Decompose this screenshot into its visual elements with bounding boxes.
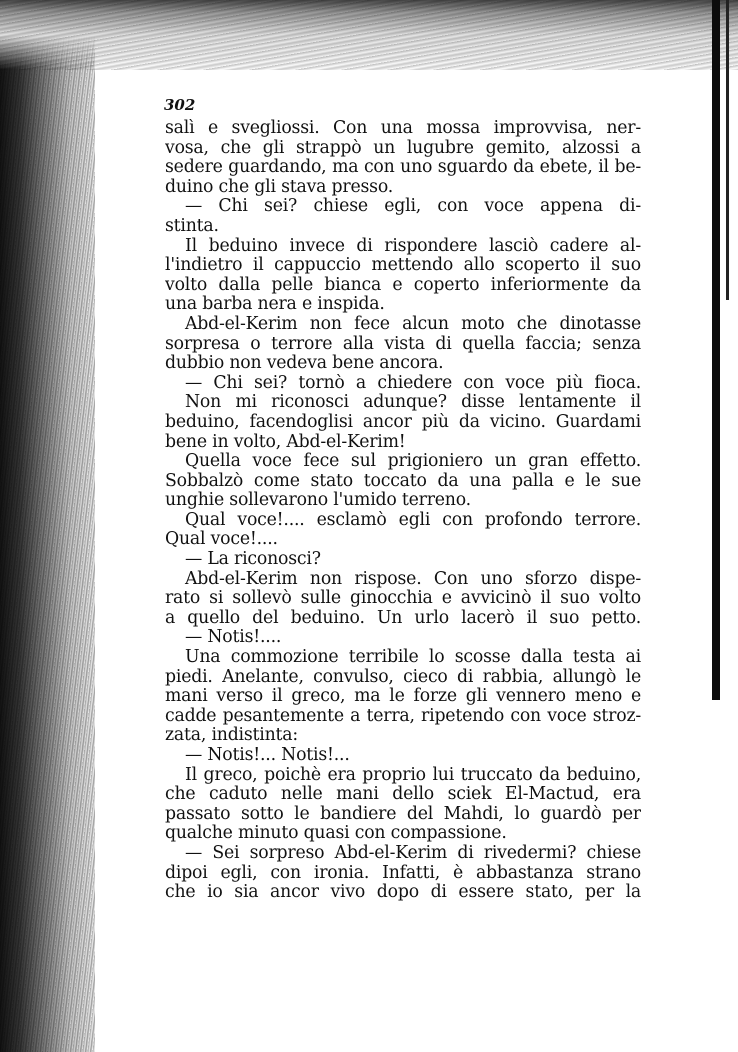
text-line: Sobbalzò come stato toccato da una palla e le sue <box>165 471 641 491</box>
text-line: dipoi egli, con ironia. Infatti, è abbastanza strano <box>165 863 641 883</box>
text-line: Abd-el-Kerim non rispose. Con uno sforzo dispe- <box>185 569 641 589</box>
text-line: Il greco, poichè era proprio lui truccato da beduino, <box>185 765 641 785</box>
text-line: Qual voce!.... esclamò egli con profondo terrore. <box>185 510 641 530</box>
text-line: stinta. <box>165 216 219 236</box>
text-line: Quella voce fece sul prigioniero un gran effetto. <box>185 452 641 472</box>
text-line: duino che gli stava presso. <box>165 177 394 197</box>
scan-edge-right-thin <box>726 0 729 300</box>
text-line: beduino, facendoglisi ancor più da vicino. Guardami <box>165 412 641 432</box>
text-line: che io sia ancor vivo dopo di essere stato, per la <box>165 883 641 903</box>
text-line: Abd-el-Kerim non fece alcun moto che dinotasse <box>185 314 641 334</box>
page-number: 302 <box>164 96 196 114</box>
text-line: Qual voce!.... <box>165 530 278 550</box>
text-line: qualche minuto quasi con compassione. <box>165 824 507 844</box>
text-line: l'indietro il cappuccio mettendo allo scoperto il suo <box>165 256 641 276</box>
text-line: sedere guardando, ma con uno sguardo da ebete, il be- <box>165 158 641 178</box>
text-line: zata, indistinta: <box>165 726 299 746</box>
text-line: Il beduino invece di rispondere lasciò cadere al- <box>185 236 641 256</box>
text-line: vosa, che gli strappò un lugubre gemito, alzossi a <box>165 138 641 158</box>
scan-edge-right <box>712 0 720 700</box>
text-line: una barba nera e inspida. <box>165 295 385 315</box>
text-line: Non mi riconosci adunque? disse lentamente il <box>185 393 641 413</box>
text-line: salì e svegliossi. Con una mossa improvvisa, ner- <box>165 119 641 138</box>
text-line: — Chi sei? tornò a chiedere con voce più fioca. <box>185 373 641 393</box>
text-line: volto dalla pelle bianca e coperto inferiormente da <box>165 275 641 295</box>
text-line: rato si sollevò sulle ginocchia e avvicinò il suo volto <box>165 589 641 609</box>
text-line: piedi. Anelante, convulso, cieco di rabbia, allungò le <box>165 667 641 687</box>
text-line: Una commozione terribile lo scosse dalla testa ai <box>185 648 641 668</box>
text-line: — Notis!.... <box>185 628 282 648</box>
text-line: sorpresa o terrore alla vista di quella faccia; senza <box>165 334 641 354</box>
text-line: dubbio non vedeva bene ancora. <box>165 354 444 374</box>
text-line: — Notis!... Notis!... <box>185 746 350 765</box>
text-line: — Chi sei? chiese egli, con voce appena di- <box>185 197 641 217</box>
text-line: — La riconosci? <box>185 550 321 570</box>
text-line: passato sotto le bandiere del Mahdi, lo guardò per <box>165 804 641 824</box>
text-line: cadde pesantemente a terra, ripetendo con voce stroz- <box>165 706 641 726</box>
text-line: bene in volto, Abd-el-Kerim! <box>165 432 406 452</box>
scan-edge-top <box>0 0 738 70</box>
text-line: unghie sollevarono l'umido terreno. <box>165 491 471 511</box>
body-text <box>165 119 641 903</box>
text-line: mani verso il greco, ma le forze gli vennero meno e <box>165 687 641 707</box>
text-line: — Sei sorpreso Abd-el-Kerim di rivedermi? chiese <box>185 843 641 863</box>
text-line: a quello del beduino. Un urlo lacerò il suo petto. <box>165 608 641 628</box>
scan-edge-left <box>0 0 95 1052</box>
text-line: che caduto nelle mani dello sciek El-Mactud, era <box>165 785 641 805</box>
